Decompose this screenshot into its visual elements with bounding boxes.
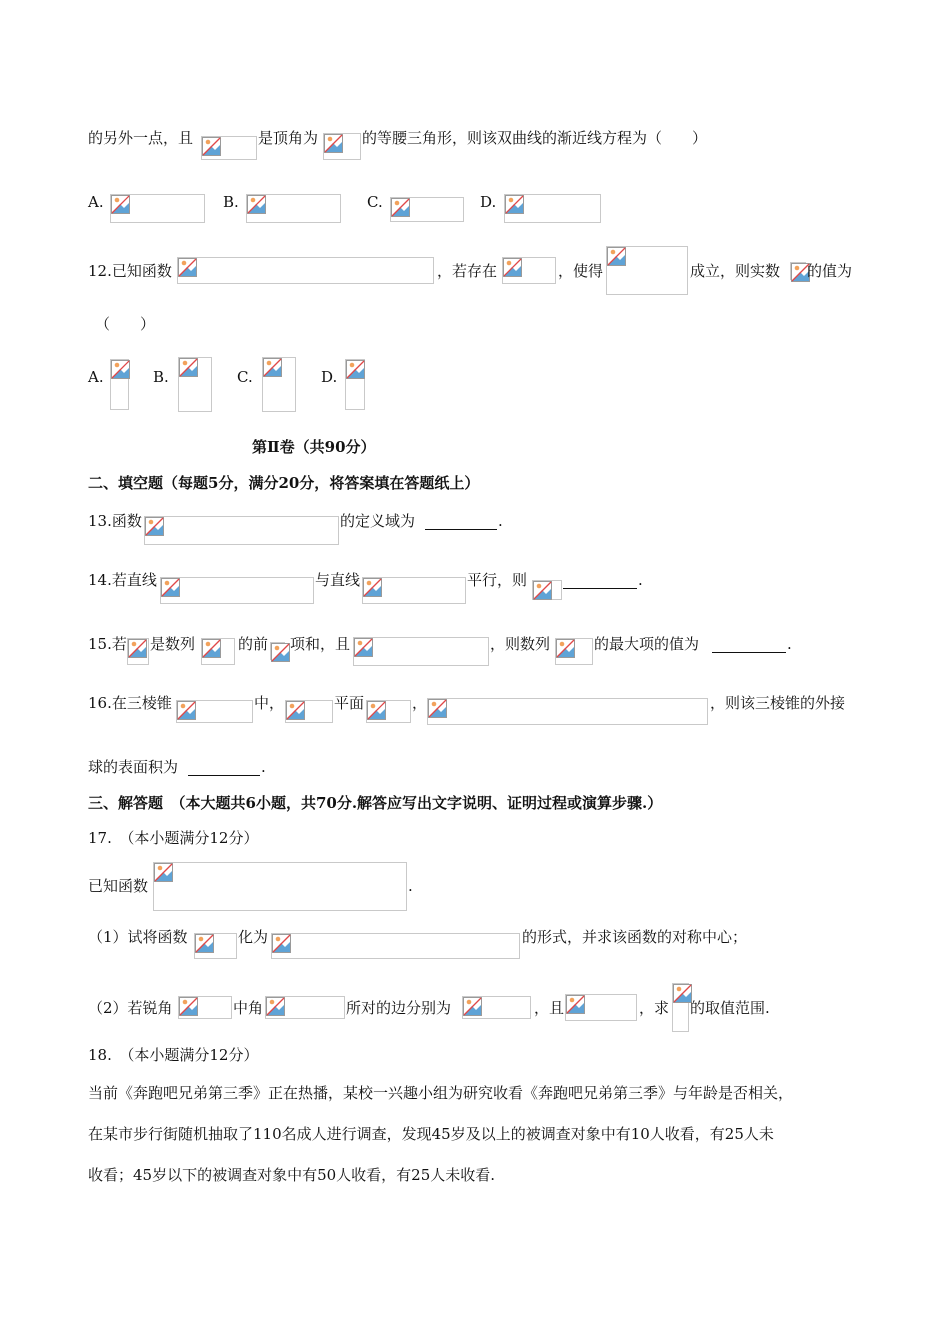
section3-title: 三、解答题 （本大题共6小题，共70分.解答应写出文字说明、证明过程或演算步骤.） [88, 794, 663, 812]
formula-image [201, 638, 235, 665]
q12-option-c-label: C. [237, 368, 253, 386]
q12-option-b-label: B. [153, 368, 169, 386]
q14-text-4: . [638, 571, 643, 589]
q17-p1-text-2: 化为 [238, 928, 269, 946]
q17-p1-text-3: 的形式，并求该函数的对称中心； [522, 928, 748, 946]
q17-p2-text-5: ，求 [639, 999, 670, 1017]
q13-text-2: 的定义域为 [340, 512, 416, 530]
q11-text-2: 是顶角为 [258, 129, 319, 147]
section2-title: 二、填空题（每题5分，满分20分，将答案填在答题纸上） [88, 474, 480, 492]
formula-image [345, 359, 365, 410]
broken-image-icon [391, 198, 410, 217]
broken-image-icon [428, 699, 447, 718]
broken-image-icon [202, 137, 221, 156]
broken-image-icon [202, 639, 221, 658]
formula-image [366, 700, 411, 723]
broken-image-icon [286, 701, 305, 720]
q16-text-7: . [261, 758, 266, 776]
formula-image [504, 194, 601, 223]
broken-image-icon [505, 195, 524, 214]
broken-image-icon [247, 195, 266, 214]
broken-image-icon [177, 701, 196, 720]
q17-p1-text-1: （1）试将函数 [88, 928, 188, 946]
broken-image-icon [161, 578, 180, 597]
formula-image [532, 580, 562, 600]
formula-image [177, 257, 434, 284]
broken-image-icon [263, 358, 282, 377]
q17-p2-text-1: （2）若锐角 [88, 999, 173, 1017]
formula-image [246, 194, 341, 223]
q17-p2-text-4: ，且 [534, 999, 565, 1017]
formula-image [160, 577, 314, 604]
broken-image-icon [607, 247, 626, 266]
broken-image-icon [363, 578, 382, 597]
q12-answer-paren: （ ） [95, 315, 156, 333]
answer-blank [563, 572, 637, 589]
formula-image [194, 933, 237, 959]
q16-text-2: 中， [254, 694, 285, 712]
formula-image [285, 700, 333, 723]
q17-p2-text-3: 所对的边分别为 [346, 999, 452, 1017]
formula-image [790, 262, 806, 280]
q11-option-a-label: A. [88, 193, 104, 211]
q11-option-c-label: C. [367, 193, 383, 211]
q14-text-1: 14.若直线 [88, 571, 157, 589]
broken-image-icon [145, 517, 164, 536]
formula-image [555, 638, 593, 665]
q15-text-7: . [787, 635, 792, 653]
formula-image [265, 996, 345, 1019]
formula-image [178, 996, 232, 1019]
answer-blank [712, 636, 786, 653]
q18-header: 18. （本小题满分12分） [88, 1046, 259, 1064]
q15-text-4: 项和，且 [290, 635, 351, 653]
broken-image-icon [111, 360, 130, 379]
broken-image-icon [154, 863, 173, 882]
formula-image [323, 133, 361, 160]
broken-image-icon [195, 934, 214, 953]
q12-text-1: 12.已知函数 [88, 262, 172, 280]
q12-option-a-label: A. [88, 368, 104, 386]
q15-text-3: 的前 [238, 635, 269, 653]
q11-option-d-label: D. [480, 193, 497, 211]
part2-title: 第Ⅱ卷（共90分） [252, 438, 376, 456]
q14-text-2: 与直线 [315, 571, 361, 589]
q16-text-5: ，则该三棱锥的外接 [710, 694, 846, 712]
q12-text-4: 成立，则实数 [690, 262, 781, 280]
broken-image-icon [111, 195, 130, 214]
q15-text-2: 是数列 [150, 635, 196, 653]
q17-text-2: . [408, 877, 413, 895]
q17-text-1: 已知函数 [88, 877, 149, 895]
q17-p2-text-6: 的取值范围. [690, 999, 770, 1017]
answer-blank [188, 759, 260, 776]
formula-image [127, 638, 149, 665]
broken-image-icon [503, 258, 522, 277]
formula-image [362, 577, 466, 604]
q15-text-6: 的最大项的值为 [594, 635, 700, 653]
broken-image-icon [271, 643, 290, 662]
broken-image-icon [178, 258, 197, 277]
q16-text-1: 16.在三棱锥 [88, 694, 172, 712]
broken-image-icon [354, 638, 373, 657]
broken-image-icon [346, 360, 365, 379]
formula-image [502, 257, 556, 284]
formula-image [271, 933, 520, 959]
broken-image-icon [179, 997, 198, 1016]
q11-option-b-label: B. [223, 193, 239, 211]
broken-image-icon [128, 639, 147, 658]
q16-text-4: ， [412, 694, 428, 712]
q12-text-5: 的值为 [807, 262, 853, 280]
broken-image-icon [556, 639, 575, 658]
formula-image [262, 357, 296, 412]
answer-blank [425, 513, 497, 530]
broken-image-icon [179, 358, 198, 377]
q13-text-1: 13.函数 [88, 512, 142, 530]
q12-text-3: ，使得 [558, 262, 604, 280]
formula-image [606, 246, 688, 295]
broken-image-icon [272, 934, 291, 953]
formula-image [565, 994, 637, 1021]
q16-text-3: 平面 [334, 694, 365, 712]
q15-text-1: 15.若 [88, 635, 127, 653]
formula-image [672, 983, 689, 1032]
broken-image-icon [533, 581, 552, 600]
q11-text-1: 的另外一点，且 [88, 129, 194, 147]
formula-image [427, 698, 708, 725]
q16-text-6: 球的表面积为 [88, 758, 179, 776]
q14-text-3: 平行，则 [467, 571, 528, 589]
q13-text-3: . [498, 512, 503, 530]
formula-image [176, 700, 253, 723]
formula-image [178, 357, 212, 412]
formula-image [270, 642, 285, 660]
q18-line-2: 在某市步行街随机抽取了110名成人进行调查，发现45岁及以上的被调查对象中有10人收看，有25人未 [88, 1125, 774, 1143]
q18-line-1: 当前《奔跑吧兄弟第三季》正在热播，某校一兴趣小组为研究收看《奔跑吧兄弟第三季》与年龄是否相关， [88, 1084, 794, 1102]
formula-image [110, 359, 129, 410]
formula-image [110, 194, 205, 223]
formula-image [153, 862, 407, 911]
q17-header: 17. （本小题满分12分） [88, 829, 259, 847]
formula-image [201, 136, 257, 160]
broken-image-icon [266, 997, 285, 1016]
q11-text-3: 的等腰三角形，则该双曲线的渐近线方程为（ ） [362, 129, 708, 147]
formula-image [462, 996, 531, 1019]
formula-image [390, 197, 464, 222]
q12-option-d-label: D. [321, 368, 338, 386]
formula-image [353, 637, 489, 666]
q12-text-2: ，若存在 [437, 262, 498, 280]
q18-line-3: 收看；45岁以下的被调查对象中有50人收看，有25人未收看. [88, 1166, 496, 1184]
broken-image-icon [367, 701, 386, 720]
broken-image-icon [463, 997, 482, 1016]
broken-image-icon [566, 995, 585, 1014]
q17-p2-text-2: 中角 [233, 999, 264, 1017]
broken-image-icon [324, 134, 343, 153]
q15-text-5: ，则数列 [490, 635, 551, 653]
formula-image [144, 516, 339, 545]
